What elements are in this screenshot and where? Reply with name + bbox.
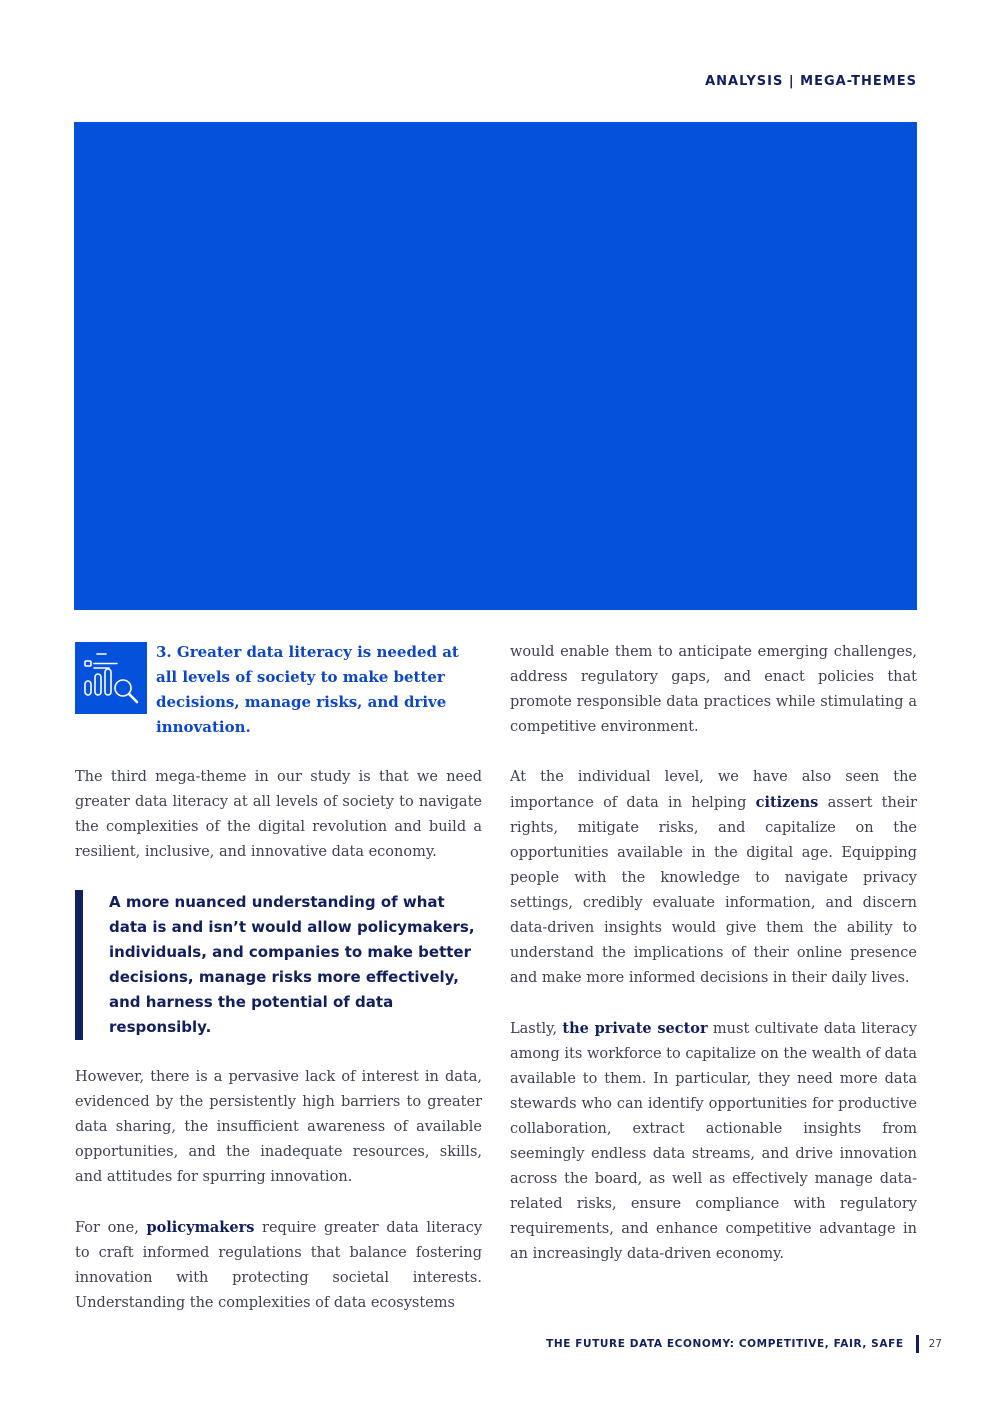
paragraph: would enable them to anticipate emerging challenges, address regulatory gaps, and enact policies that promote responsible data practices while stimulating a competitive environment. [510,644,917,735]
right-column [510,640,917,1292]
page-footer [546,1335,942,1353]
paragraph: For one, policymakers require greater data literacy to craft informed regulations that balance fostering innovation with protecting societal interests. Understanding the complexities of data ecosystems [75,1219,483,1311]
emphasis-citizens: citizens [755,794,819,811]
left-column [75,640,482,1341]
footer-title: THE FUTURE DATA ECONOMY: COMPETITIVE, FAIR, SAFE [546,1338,904,1350]
paragraph: However, there is a pervasive lack of interest in data, evidenced by the persistently high barriers to greater data sharing, the insufficient awareness of available opportunities, and the inadequate resources, skills, and attitudes for spurring innovation. [75,1069,482,1185]
hero-image-placeholder [74,122,917,610]
theme-title: 3. Greater data literacy is needed at all levels of society to make better decisions, manage risks, and drive innovation. [156,643,459,736]
page-number: 27 [928,1338,942,1350]
paragraph: At the individual level, we have also seen the importance of data in helping citizens assert their rights, mitigate risks, and capitalize on the opportunities available in the digital age. Equipping people with the knowledge to navigate privacy settings, credibly evaluate information, and discern data-driven insights would give them the ability to understand the implications of their online presence and make more informed decisions in their daily lives. [510,769,917,986]
paragraph: The third mega-theme in our study is that we need greater data literacy at all levels of society to navigate the complexities of the digital revolution and build a resilient, inclusive, and innovative data economy. [75,769,482,860]
data-analytics-magnifier-icon [75,642,147,714]
emphasis-private-sector: the private sector [562,1020,708,1037]
theme-heading [75,640,482,740]
footer-divider [916,1335,919,1353]
pull-quote: A more nuanced understanding of what data is and isn’t would allow policymakers, individuals, and companies to make better decisions, manage risks more effectively, and harness the potential of data responsibly. [75,890,482,1040]
paragraph: Lastly, the private sector must cultivate data literacy among its workforce to capitalize on the wealth of data available to them. In particular, they need more data stewards who can identify opportunities for productive collaboration, extract actionable insights from seemingly endless data streams, and drive innovation across the board, as well as effectively manage data-related risks, ensure compliance with regulatory requirements, and enhance competitive advantage in an increasingly data-driven economy. [510,1020,917,1262]
emphasis-policymakers: policymakers [146,1219,255,1236]
section-header: ANALYSIS | MEGA-THEMES [705,74,917,89]
